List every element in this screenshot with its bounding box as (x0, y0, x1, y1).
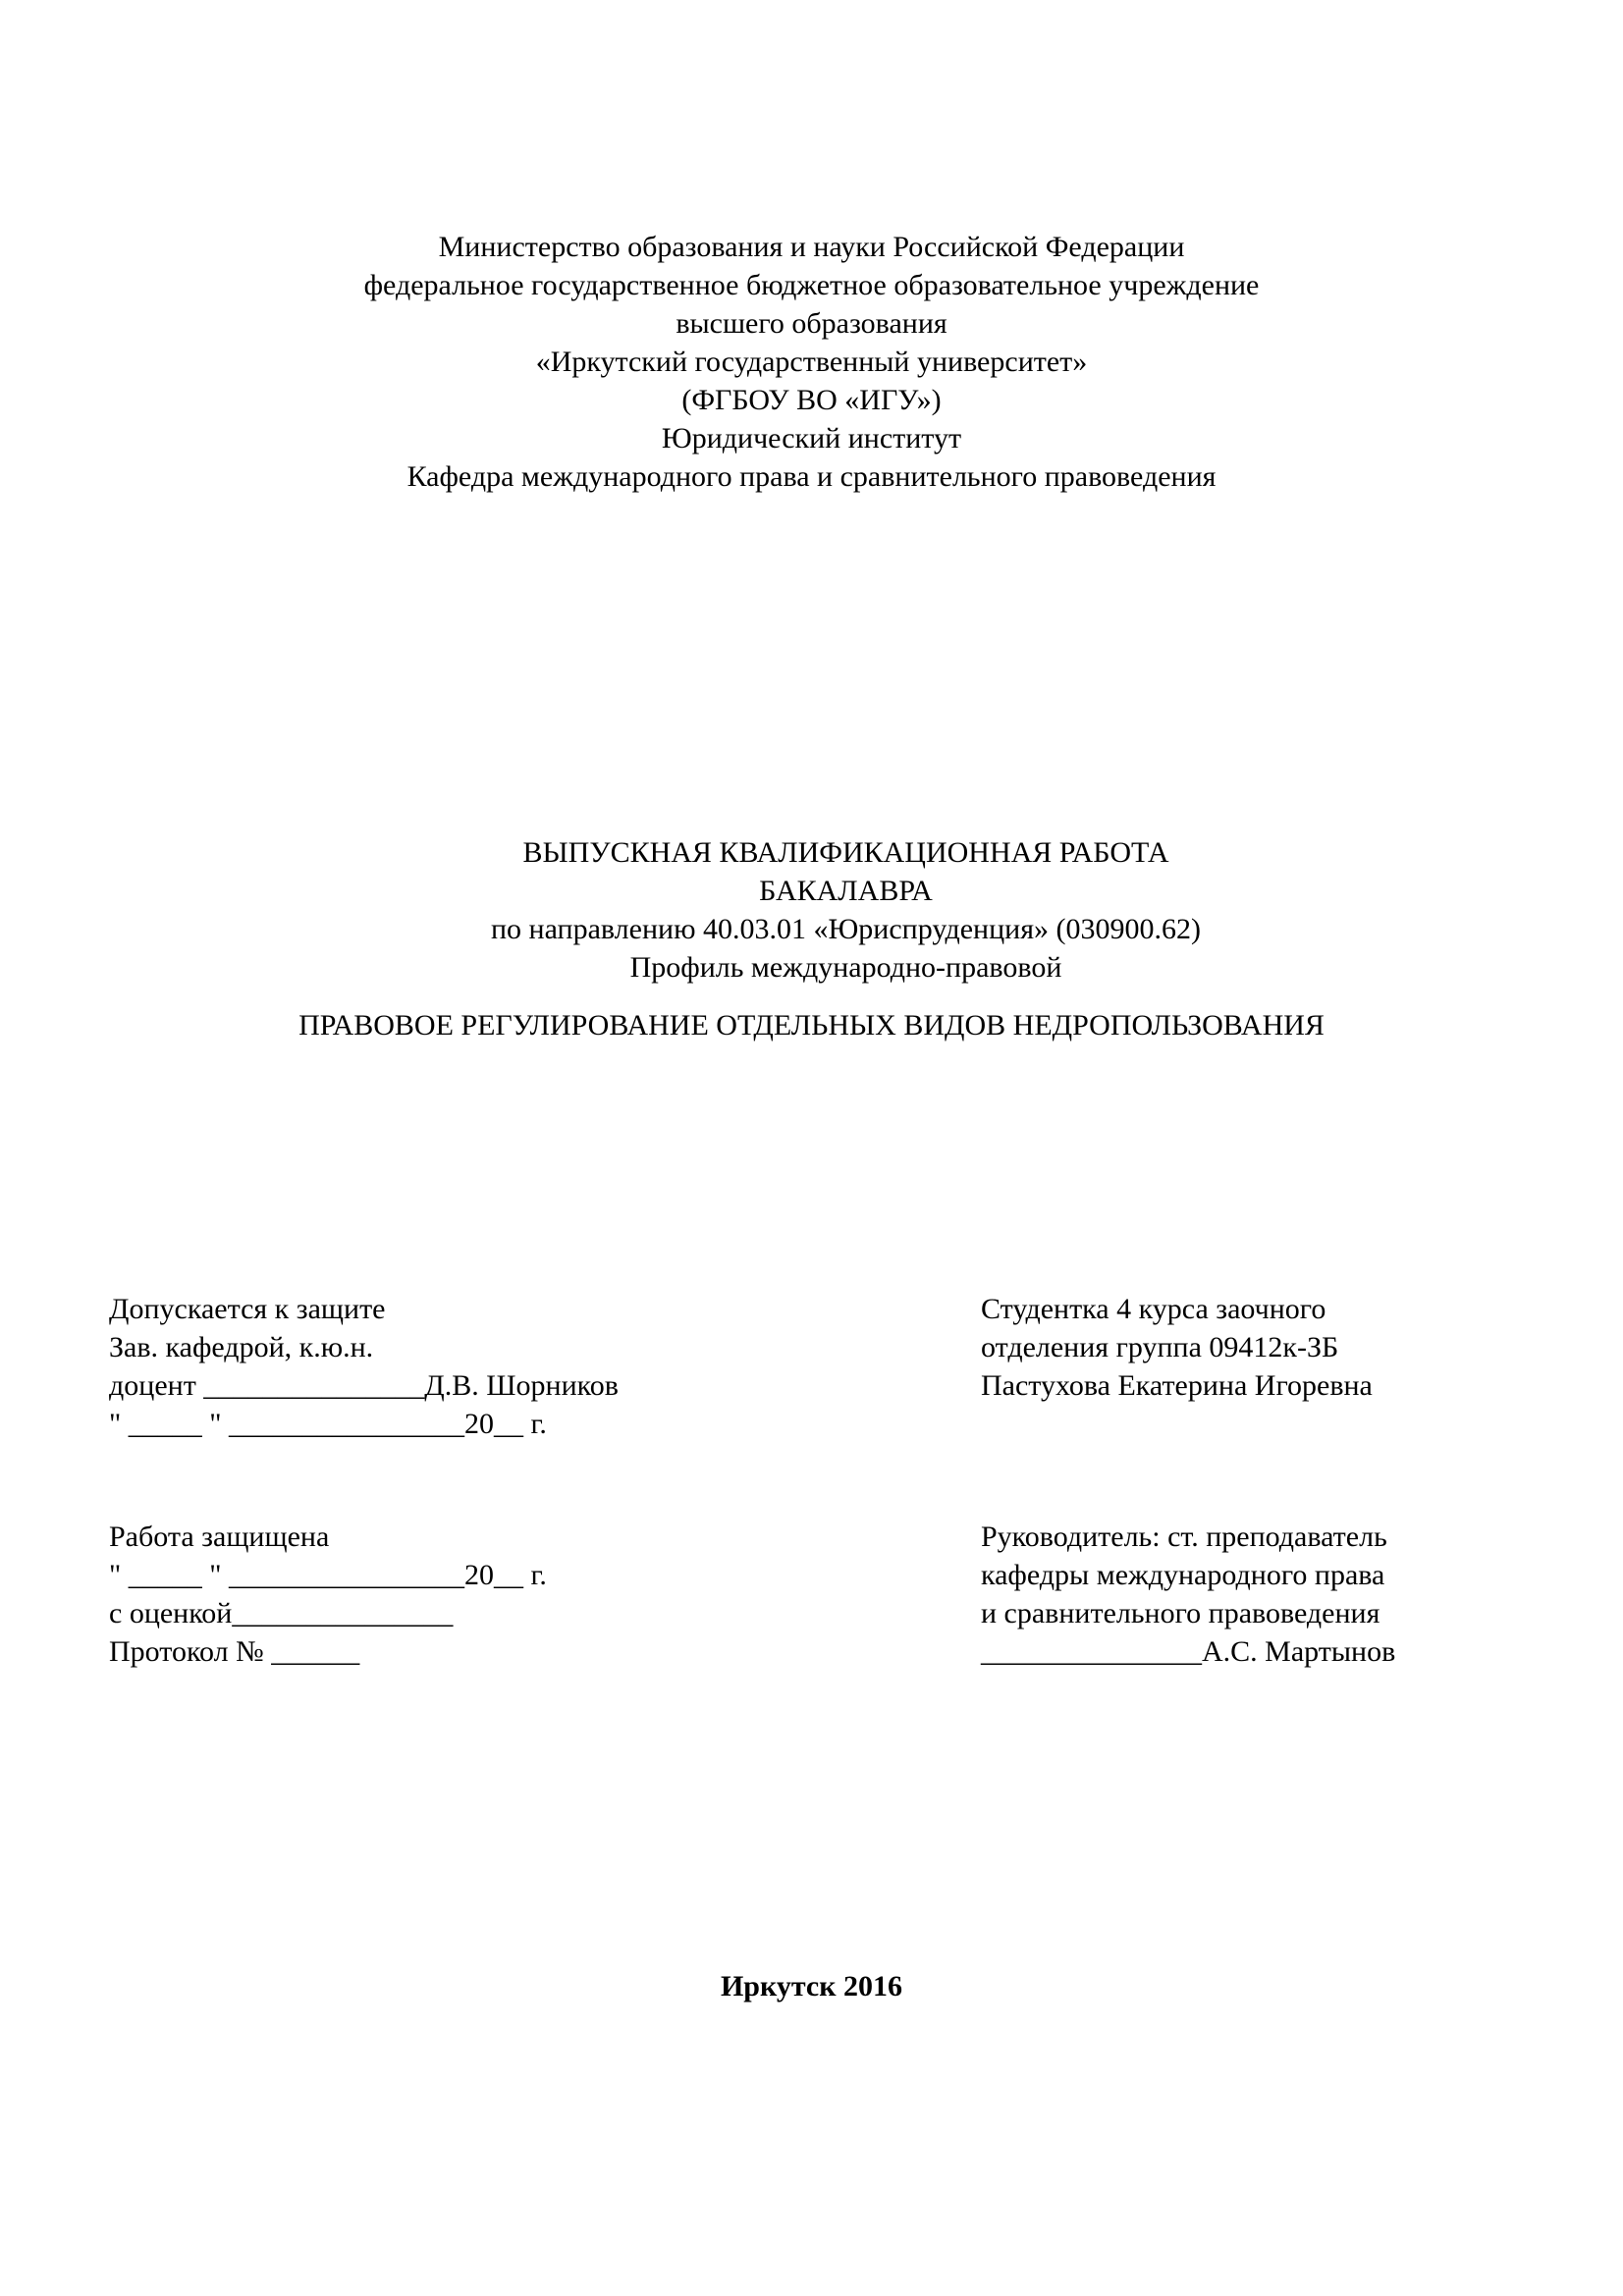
work-type-line-2: БАКАЛАВРА (759, 875, 933, 907)
ministry-line: Министерство образования и науки Российской Федерации (438, 231, 1185, 263)
admission-line-2: Зав. кафедрой, к.ю.н. (109, 1331, 374, 1363)
city-year: Иркутск 2016 (720, 1970, 903, 2002)
institution-type-line: федеральное государственное бюджетное образовательное учреждение (363, 269, 1260, 301)
defense-protocol-line: Протокол № ______ (109, 1635, 360, 1668)
education-level-line: высшего образования (676, 307, 947, 340)
institution-header (0, 228, 1623, 496)
admission-block (109, 1290, 619, 1443)
defense-block (109, 1518, 547, 1671)
department-line: Кафедра международного права и сравнительного правоведения (406, 460, 1217, 493)
student-name-line: Пастухова Екатерина Игоревна (981, 1369, 1373, 1402)
work-title-block (0, 833, 1623, 1044)
supervisor-signature-line: _______________А.С. Мартынов (981, 1635, 1396, 1668)
profile-line: Профиль международно-правовой (629, 951, 1062, 984)
topic-title: ПРАВОВОЕ РЕГУЛИРОВАНИЕ ОТДЕЛЬНЫХ ВИДОВ НЕДРОПОЛЬЗОВАНИЯ (298, 1009, 1325, 1041)
defense-grade-line: с оценкой_______________ (109, 1597, 454, 1629)
institute-line: Юридический институт (661, 422, 962, 454)
university-abbr-line: (ФГБОУ ВО «ИГУ») (681, 384, 942, 416)
student-line-1: Студентка 4 курса заочного (981, 1293, 1326, 1325)
university-name-line: «Иркутский государственный университет» (535, 346, 1088, 378)
supervisor-line-3: и сравнительного правоведения (981, 1597, 1380, 1629)
student-line-2: отделения группа 09412к-ЗБ (981, 1331, 1339, 1363)
admission-date-line: " _____ " ________________20__ г. (109, 1408, 547, 1440)
defense-line-1: Работа защищена (109, 1521, 330, 1553)
work-type-line-1: ВЫПУСКНАЯ КВАЛИФИКАЦИОННАЯ РАБОТА (522, 836, 1169, 869)
admission-signature-line: доцент _______________Д.В. Шорников (109, 1369, 619, 1402)
student-block (981, 1290, 1373, 1405)
supervisor-line-1: Руководитель: ст. преподаватель (981, 1521, 1387, 1553)
supervisor-block (981, 1518, 1395, 1671)
admission-line-1: Допускается к защите (109, 1293, 386, 1325)
supervisor-line-2: кафедры международного права (981, 1559, 1385, 1591)
direction-line: по направлению 40.03.01 «Юриспруденция» (030900.62) (491, 913, 1201, 945)
defense-date-line: " _____ " ________________20__ г. (109, 1559, 547, 1591)
